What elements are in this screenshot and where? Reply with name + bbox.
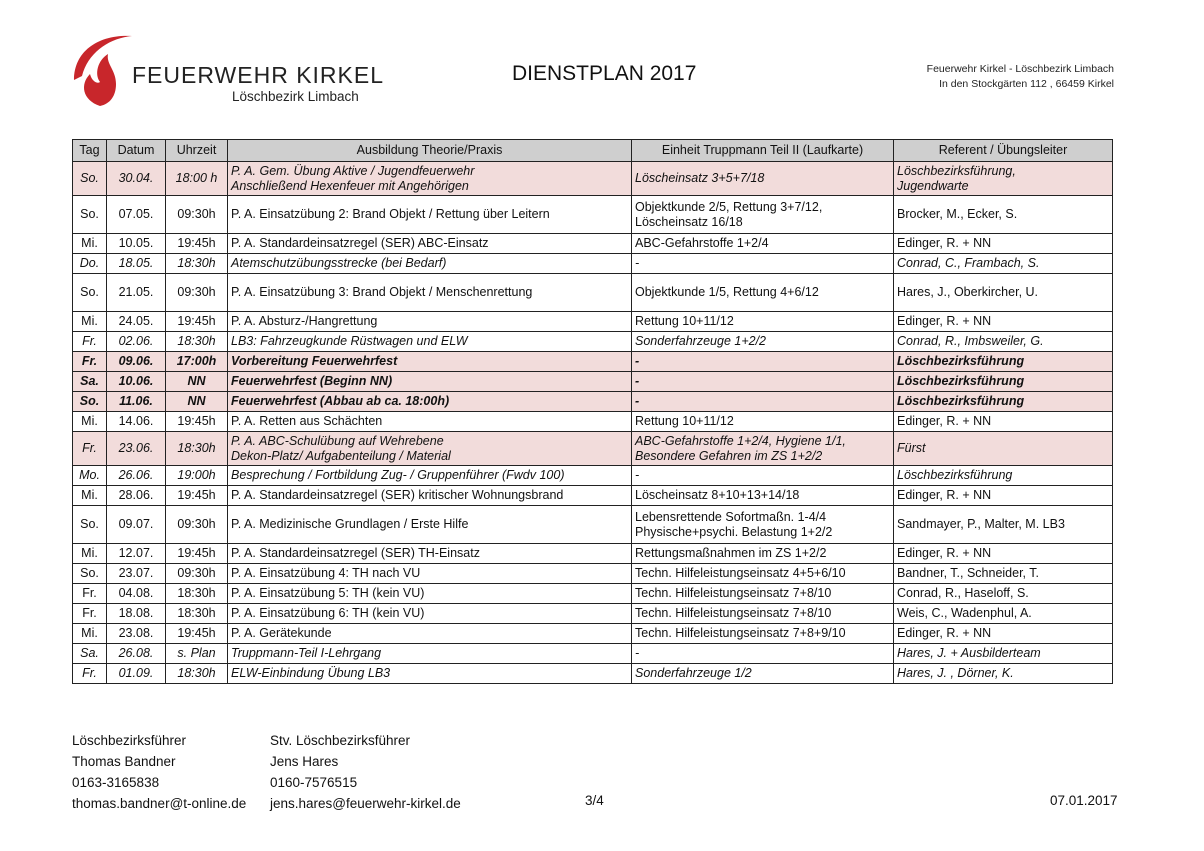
cell-tag: Mi. xyxy=(73,544,107,564)
cell-uhrzeit: 09:30h xyxy=(166,196,228,234)
cell-einheit: Objektkunde 1/5, Rettung 4+6/12 xyxy=(632,274,894,312)
cell-uhrzeit: 19:45h xyxy=(166,486,228,506)
cell-ausbildung: Atemschutzübungsstrecke (bei Bedarf) xyxy=(228,254,632,274)
table-row xyxy=(73,624,1113,644)
cell-datum: 21.05. xyxy=(107,274,166,312)
cell-einheit: ABC-Gefahrstoffe 1+2/4, Hygiene 1/1, Besondere Gefahren im ZS 1+2/2 xyxy=(632,432,894,466)
cell-referent: Löschbezirksführung xyxy=(894,372,1113,392)
logo-name: FEUERWEHR KIRKEL xyxy=(132,62,385,88)
header-referent: Referent / Übungsleiter xyxy=(894,140,1113,162)
table-row xyxy=(73,506,1113,544)
cell-ausbildung: Feuerwehrfest (Beginn NN) xyxy=(228,372,632,392)
cell-einheit: Techn. Hilfeleistungseinsatz 7+8/10 xyxy=(632,604,894,624)
cell-uhrzeit: 18:30h xyxy=(166,254,228,274)
cell-tag: Mi. xyxy=(73,234,107,254)
table-row xyxy=(73,274,1113,312)
cell-datum: 18.08. xyxy=(107,604,166,624)
cell-uhrzeit: NN xyxy=(166,372,228,392)
table-row xyxy=(73,644,1113,664)
cell-einheit: - xyxy=(632,352,894,372)
cell-einheit: Techn. Hilfeleistungseinsatz 7+8/10 xyxy=(632,584,894,604)
cell-referent: Edinger, R. + NN xyxy=(894,412,1113,432)
cell-uhrzeit: 09:30h xyxy=(166,274,228,312)
cell-referent: Hares, J., Oberkircher, U. xyxy=(894,274,1113,312)
cell-einheit: Sonderfahrzeuge 1/2 xyxy=(632,664,894,684)
cell-referent: Edinger, R. + NN xyxy=(894,624,1113,644)
cell-ausbildung: Feuerwehrfest (Abbau ab ca. 18:00h) xyxy=(228,392,632,412)
cell-einheit: Techn. Hilfeleistungseinsatz 4+5+6/10 xyxy=(632,564,894,584)
cell-referent: Bandner, T., Schneider, T. xyxy=(894,564,1113,584)
header-datum: Datum xyxy=(107,140,166,162)
cell-einheit: - xyxy=(632,644,894,664)
cell-uhrzeit: 18:00 h xyxy=(166,162,228,196)
cell-referent: Löschbezirksführung xyxy=(894,392,1113,412)
cell-tag: Fr. xyxy=(73,604,107,624)
cell-ausbildung: P. A. Retten aus Schächten xyxy=(228,412,632,432)
cell-tag: Fr. xyxy=(73,332,107,352)
cell-uhrzeit: 18:30h xyxy=(166,664,228,684)
table-header-row xyxy=(73,140,1113,162)
org-name: Feuerwehr Kirkel - Löschbezirk Limbach xyxy=(926,63,1114,75)
signature-right xyxy=(270,730,461,814)
cell-einheit: Löscheinsatz 3+5+7/18 xyxy=(632,162,894,196)
cell-ausbildung: Vorbereitung Feuerwehrfest xyxy=(228,352,632,372)
cell-referent: Löschbezirksführung xyxy=(894,352,1113,372)
cell-einheit: Lebensrettende Sofortmaßn. 1-4/4 Physische+psychi. Belastung 1+2/2 xyxy=(632,506,894,544)
cell-referent: Sandmayer, P., Malter, M. LB3 xyxy=(894,506,1113,544)
cell-datum: 11.06. xyxy=(107,392,166,412)
page-number: 3/4 xyxy=(585,793,604,808)
logo xyxy=(70,30,385,110)
table-row xyxy=(73,564,1113,584)
cell-referent: Conrad, R., Imbsweiler, G. xyxy=(894,332,1113,352)
cell-datum: 23.06. xyxy=(107,432,166,466)
cell-datum: 23.07. xyxy=(107,564,166,584)
table-row xyxy=(73,254,1113,274)
cell-ausbildung: P. A. Einsatzübung 6: TH (kein VU) xyxy=(228,604,632,624)
cell-ausbildung: P. A. Einsatzübung 4: TH nach VU xyxy=(228,564,632,584)
cell-tag: So. xyxy=(73,196,107,234)
header-ausbildung: Ausbildung Theorie/Praxis xyxy=(228,140,632,162)
cell-datum: 30.04. xyxy=(107,162,166,196)
cell-uhrzeit: 17:00h xyxy=(166,352,228,372)
header-uhrzeit: Uhrzeit xyxy=(166,140,228,162)
cell-datum: 14.06. xyxy=(107,412,166,432)
cell-ausbildung: Besprechung / Fortbildung Zug- / Gruppenführer (Fwdv 100) xyxy=(228,466,632,486)
cell-uhrzeit: 19:45h xyxy=(166,412,228,432)
table-row xyxy=(73,352,1113,372)
cell-referent: Weis, C., Wadenphul, A. xyxy=(894,604,1113,624)
cell-tag: So. xyxy=(73,564,107,584)
cell-datum: 07.05. xyxy=(107,196,166,234)
schedule-body xyxy=(73,162,1113,684)
cell-tag: Sa. xyxy=(73,644,107,664)
name: Jens Hares xyxy=(270,754,339,769)
cell-referent: Edinger, R. + NN xyxy=(894,544,1113,564)
table-row xyxy=(73,584,1113,604)
table-row xyxy=(73,196,1113,234)
cell-datum: 10.05. xyxy=(107,234,166,254)
schedule-table xyxy=(72,139,1113,684)
cell-datum: 04.08. xyxy=(107,584,166,604)
table-row xyxy=(73,392,1113,412)
cell-datum: 02.06. xyxy=(107,332,166,352)
cell-einheit: Techn. Hilfeleistungseinsatz 7+8+9/10 xyxy=(632,624,894,644)
name: Thomas Bandner xyxy=(72,754,176,769)
header-tag: Tag xyxy=(73,140,107,162)
cell-referent: Conrad, R., Haseloff, S. xyxy=(894,584,1113,604)
cell-uhrzeit: 19:45h xyxy=(166,312,228,332)
header-einheit: Einheit Truppmann Teil II (Laufkarte) xyxy=(632,140,894,162)
cell-uhrzeit: 19:45h xyxy=(166,234,228,254)
org-address: In den Stockgärten 112 , 66459 Kirkel xyxy=(939,78,1114,90)
cell-ausbildung: P. A. Gem. Übung Aktive / Jugendfeuerwehr Anschließend Hexenfeuer mit Angehörigen xyxy=(228,162,632,196)
cell-einheit: - xyxy=(632,392,894,412)
cell-einheit: Objektkunde 2/5, Rettung 3+7/12, Löscheinsatz 16/18 xyxy=(632,196,894,234)
cell-tag: Fr. xyxy=(73,432,107,466)
cell-tag: So. xyxy=(73,392,107,412)
table-row xyxy=(73,604,1113,624)
cell-referent: Löschbezirksführung, Jugendwarte xyxy=(894,162,1113,196)
cell-tag: So. xyxy=(73,506,107,544)
cell-datum: 10.06. xyxy=(107,372,166,392)
cell-referent: Conrad, C., Frambach, S. xyxy=(894,254,1113,274)
signature-left xyxy=(72,730,246,814)
table-row xyxy=(73,412,1113,432)
cell-tag: So. xyxy=(73,162,107,196)
email: jens.hares@feuerwehr-kirkel.de xyxy=(270,796,461,811)
cell-einheit: - xyxy=(632,372,894,392)
cell-datum: 23.08. xyxy=(107,624,166,644)
cell-ausbildung: P. A. Standardeinsatzregel (SER) ABC-Einsatz xyxy=(228,234,632,254)
cell-ausbildung: P. A. Absturz-/Hangrettung xyxy=(228,312,632,332)
cell-uhrzeit: 18:30h xyxy=(166,432,228,466)
cell-einheit: Sonderfahrzeuge 1+2/2 xyxy=(632,332,894,352)
cell-tag: Fr. xyxy=(73,352,107,372)
cell-referent: Fürst xyxy=(894,432,1113,466)
cell-referent: Edinger, R. + NN xyxy=(894,234,1113,254)
table-row xyxy=(73,466,1113,486)
cell-tag: Sa. xyxy=(73,372,107,392)
role: Stv. Löschbezirksführer xyxy=(270,733,411,748)
cell-tag: Fr. xyxy=(73,584,107,604)
cell-referent: Hares, J. + Ausbilderteam xyxy=(894,644,1113,664)
table-row xyxy=(73,234,1113,254)
cell-tag: Mo. xyxy=(73,466,107,486)
cell-tag: Mi. xyxy=(73,412,107,432)
cell-datum: 24.05. xyxy=(107,312,166,332)
cell-datum: 09.06. xyxy=(107,352,166,372)
cell-einheit: Rettung 10+11/12 xyxy=(632,312,894,332)
cell-datum: 18.05. xyxy=(107,254,166,274)
cell-einheit: - xyxy=(632,254,894,274)
cell-datum: 26.06. xyxy=(107,466,166,486)
cell-datum: 12.07. xyxy=(107,544,166,564)
cell-ausbildung: P. A. Einsatzübung 3: Brand Objekt / Menschenrettung xyxy=(228,274,632,312)
cell-einheit: Rettung 10+11/12 xyxy=(632,412,894,432)
cell-datum: 28.06. xyxy=(107,486,166,506)
cell-referent: Hares, J. , Dörner, K. xyxy=(894,664,1113,684)
cell-uhrzeit: 19:00h xyxy=(166,466,228,486)
cell-ausbildung: P. A. Einsatzübung 2: Brand Objekt / Rettung über Leitern xyxy=(228,196,632,234)
cell-tag: Mi. xyxy=(73,624,107,644)
cell-ausbildung: Truppmann-Teil I-Lehrgang xyxy=(228,644,632,664)
cell-ausbildung: P. A. Standardeinsatzregel (SER) kritischer Wohnungsbrand xyxy=(228,486,632,506)
cell-uhrzeit: 19:45h xyxy=(166,624,228,644)
cell-ausbildung: P. A. Einsatzübung 5: TH (kein VU) xyxy=(228,584,632,604)
cell-ausbildung: P. A. Gerätekunde xyxy=(228,624,632,644)
table-row xyxy=(73,162,1113,196)
cell-tag: Do. xyxy=(73,254,107,274)
cell-datum: 09.07. xyxy=(107,506,166,544)
cell-tag: Mi. xyxy=(73,312,107,332)
table-row xyxy=(73,664,1113,684)
cell-uhrzeit: 19:45h xyxy=(166,544,228,564)
cell-tag: Fr. xyxy=(73,664,107,684)
role: Löschbezirksführer xyxy=(72,733,187,748)
cell-referent: Edinger, R. + NN xyxy=(894,312,1113,332)
cell-ausbildung: P. A. ABC-Schulübung auf Wehrebene Dekon-Platz/ Aufgabenteilung / Material xyxy=(228,432,632,466)
cell-referent: Löschbezirksführung xyxy=(894,466,1113,486)
cell-einheit: - xyxy=(632,466,894,486)
cell-ausbildung: LB3: Fahrzeugkunde Rüstwagen und ELW xyxy=(228,332,632,352)
page-title: DIENSTPLAN 2017 xyxy=(512,62,697,85)
cell-uhrzeit: 18:30h xyxy=(166,332,228,352)
cell-uhrzeit: 09:30h xyxy=(166,506,228,544)
cell-tag: Mi. xyxy=(73,486,107,506)
table-row xyxy=(73,544,1113,564)
table-row xyxy=(73,432,1113,466)
cell-uhrzeit: NN xyxy=(166,392,228,412)
cell-ausbildung: P. A. Medizinische Grundlagen / Erste Hilfe xyxy=(228,506,632,544)
table-row xyxy=(73,332,1113,352)
cell-einheit: Rettungsmaßnahmen im ZS 1+2/2 xyxy=(632,544,894,564)
phone: 0163-3165838 xyxy=(72,775,160,790)
phone: 0160-7576515 xyxy=(270,775,358,790)
cell-einheit: Löscheinsatz 8+10+13+14/18 xyxy=(632,486,894,506)
email: thomas.bandner@t-online.de xyxy=(72,796,247,811)
flame-icon xyxy=(70,30,140,110)
cell-ausbildung: ELW-Einbindung Übung LB3 xyxy=(228,664,632,684)
cell-ausbildung: P. A. Standardeinsatzregel (SER) TH-Einsatz xyxy=(228,544,632,564)
cell-tag: So. xyxy=(73,274,107,312)
cell-referent: Edinger, R. + NN xyxy=(894,486,1113,506)
organization-address xyxy=(927,62,1114,92)
cell-referent: Brocker, M., Ecker, S. xyxy=(894,196,1113,234)
cell-datum: 26.08. xyxy=(107,644,166,664)
cell-einheit: ABC-Gefahrstoffe 1+2/4 xyxy=(632,234,894,254)
cell-uhrzeit: s. Plan xyxy=(166,644,228,664)
cell-datum: 01.09. xyxy=(107,664,166,684)
logo-subtitle: Löschbezirk Limbach xyxy=(232,89,359,104)
table-row xyxy=(73,486,1113,506)
cell-uhrzeit: 18:30h xyxy=(166,584,228,604)
cell-uhrzeit: 09:30h xyxy=(166,564,228,584)
table-row xyxy=(73,372,1113,392)
cell-uhrzeit: 18:30h xyxy=(166,604,228,624)
document-date: 07.01.2017 xyxy=(1050,793,1118,808)
table-row xyxy=(73,312,1113,332)
